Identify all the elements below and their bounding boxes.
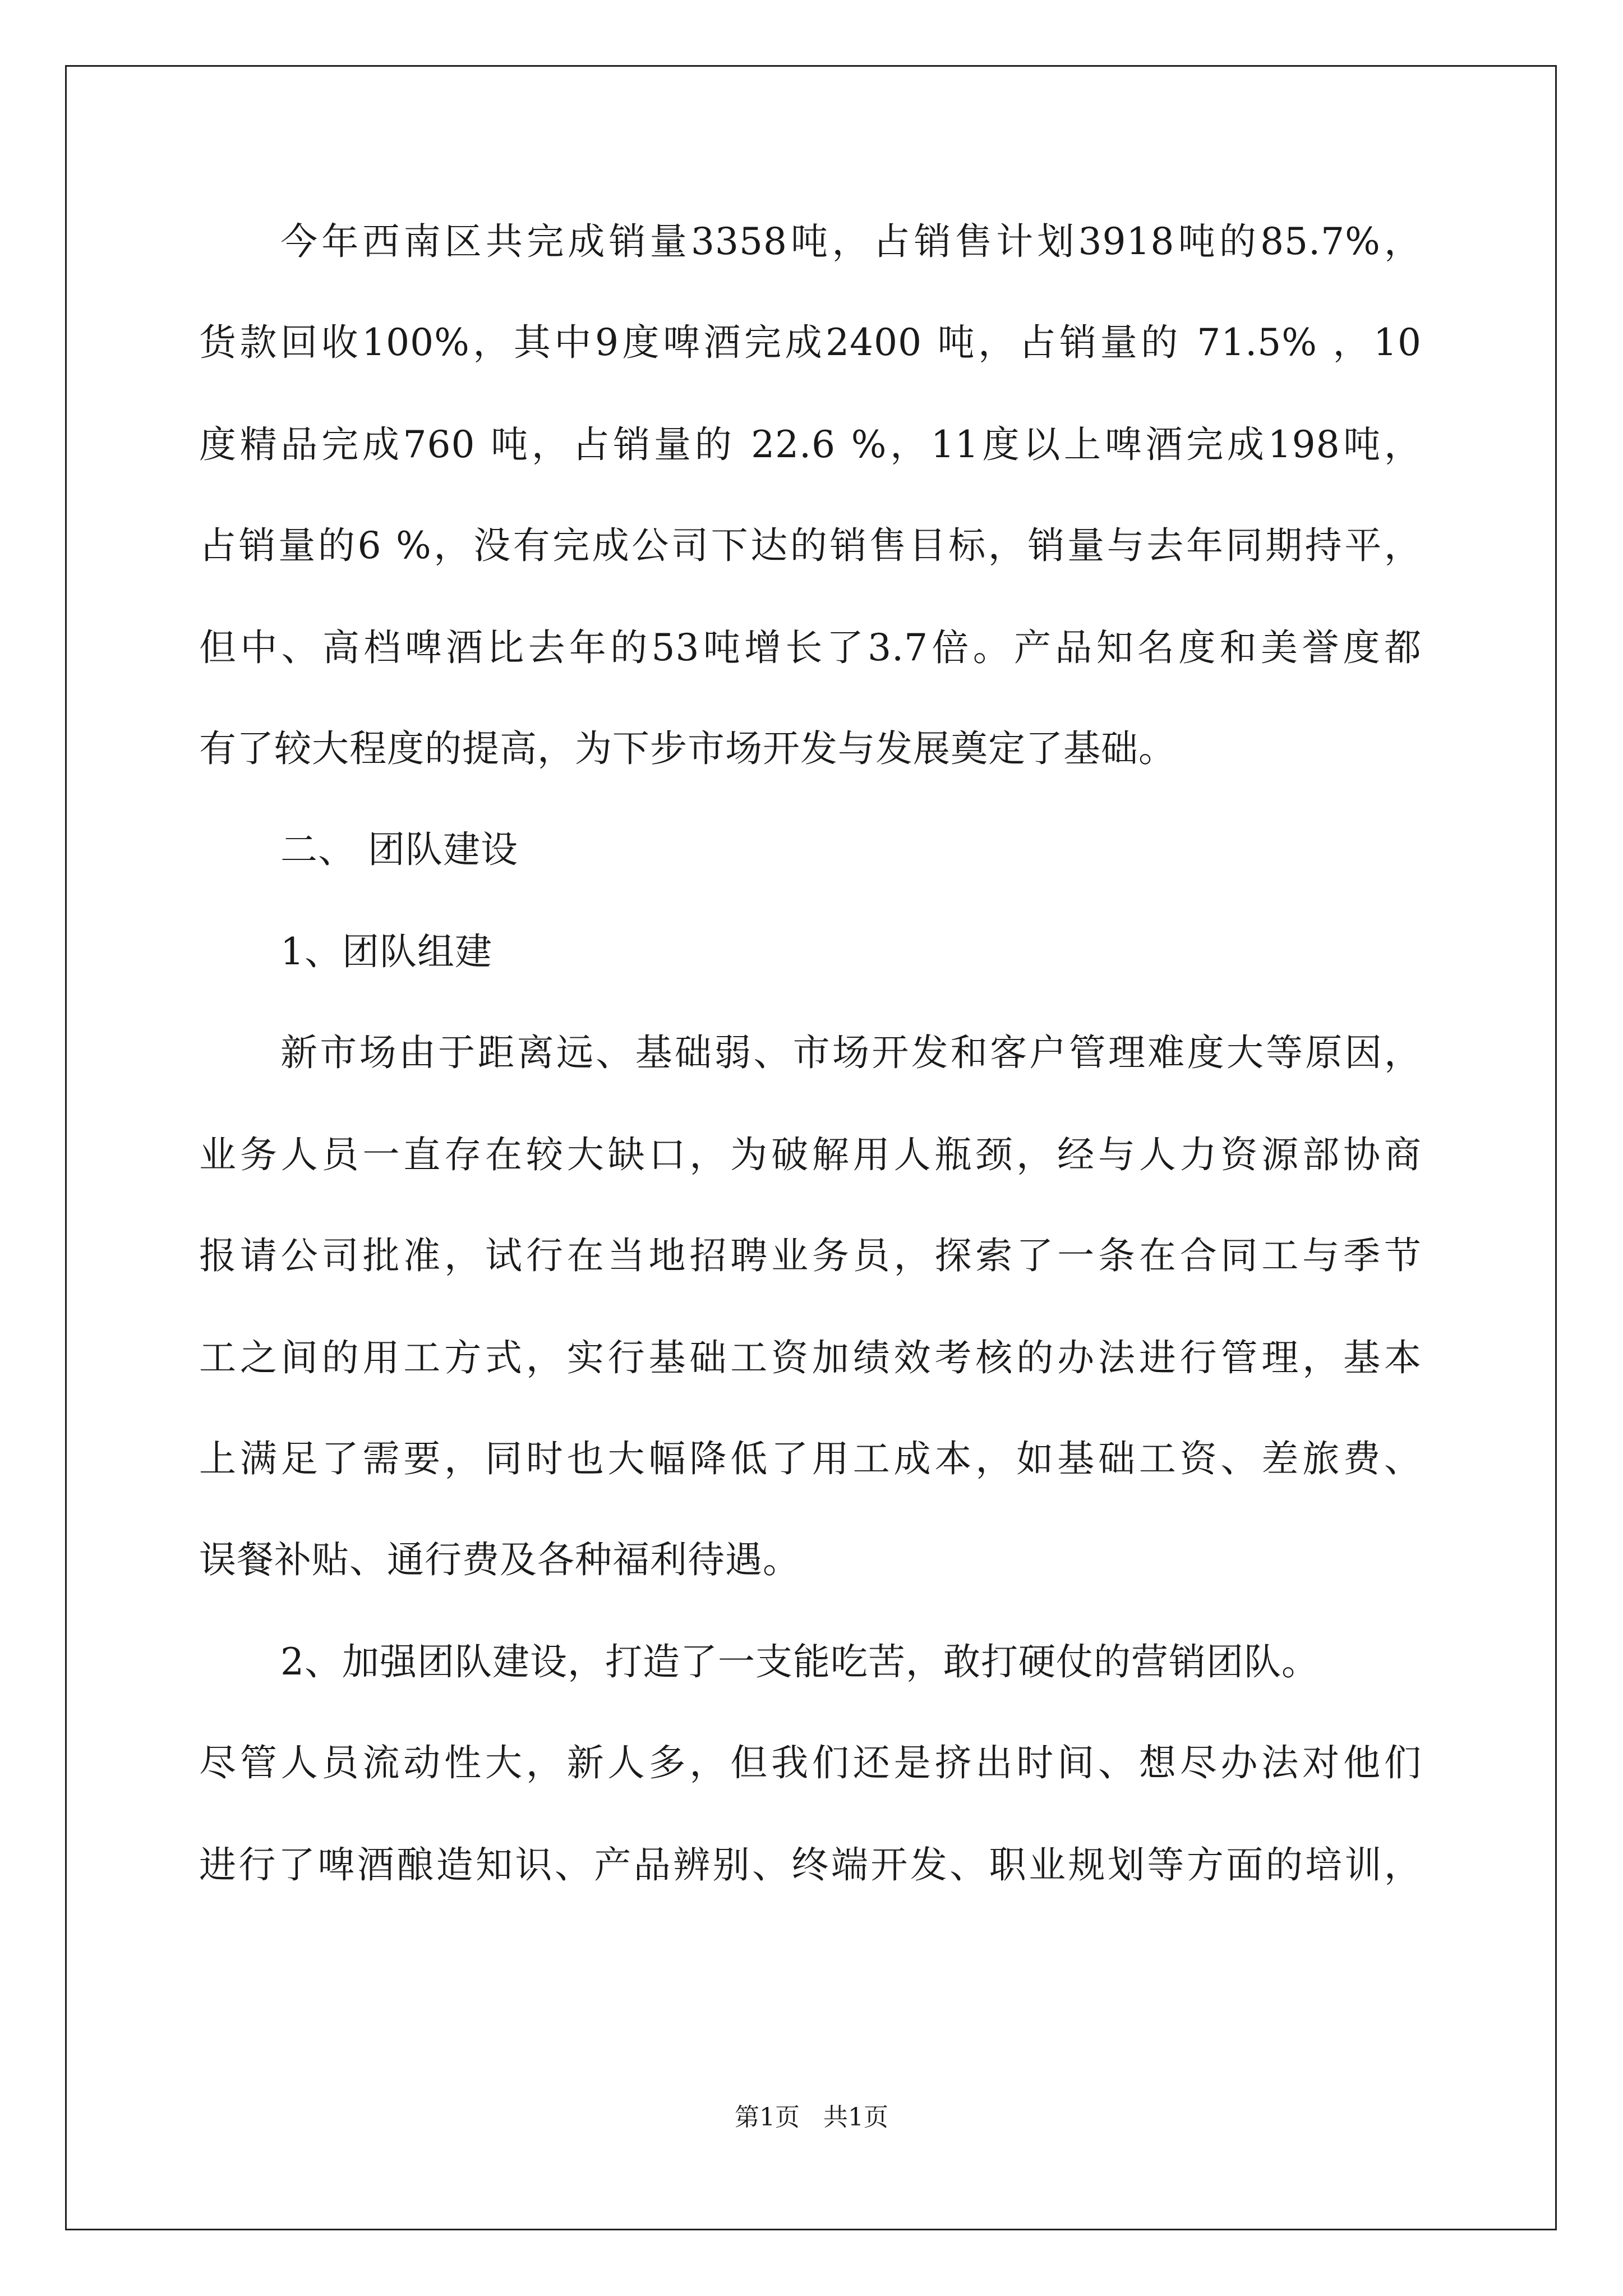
body-line-5: 但中、高档啤酒比去年的53吨增长了3.7倍。产品知名度和美誉度都	[199, 626, 1422, 669]
body-line-16: 尽管人员流动性大，新人多，但我们还是挤出时间、想尽办法对他们	[199, 1741, 1422, 1784]
page-footer: 第1页 共1页	[735, 2103, 888, 2132]
body-line-6: 有了较大程度的提高，为下步市场开发与发展奠定了基础。	[199, 727, 1176, 770]
body-line-9: 新市场由于距离远、基础弱、市场开发和客户管理难度大等原因，	[280, 1031, 1422, 1074]
body-line-13: 上满足了需要，同时也大幅降低了用工成本，如基础工资、差旅费、	[199, 1437, 1422, 1480]
body-line-3: 度精品完成760 吨，占销量的 22.6 %，11度以上啤酒完成198吨，	[199, 423, 1422, 466]
section-heading: 二、 团队建设	[280, 828, 518, 871]
body-line-1: 今年西南区共完成销量3358吨，占销售计划3918吨的85.7%，	[280, 220, 1422, 263]
body-line-15: 2、加强团队建设，打造了一支能吃苦，敢打硬仗的营销团队。	[280, 1640, 1319, 1683]
body-line-14: 误餐补贴、通行费及各种福利待遇。	[199, 1538, 800, 1581]
body-line-10: 业务人员一直存在较大缺口，为破解用人瓶颈，经与人力资源部协商	[199, 1133, 1422, 1176]
body-line-2: 货款回收100%，其中9度啤酒完成2400 吨，占销量的 71.5% ，10	[199, 321, 1422, 364]
subsection-heading: 1、团队组建	[280, 930, 492, 973]
body-line-4: 占销量的6 %，没有完成公司下达的销售目标，销量与去年同期持平，	[199, 524, 1422, 567]
body-line-17: 进行了啤酒酿造知识、产品辨别、终端开发、职业规划等方面的培训，	[199, 1843, 1422, 1887]
body-line-12: 工之间的用工方式，实行基础工资加绩效考核的办法进行管理，基本	[199, 1336, 1422, 1379]
body-line-11: 报请公司批准，试行在当地招聘业务员，探索了一条在合同工与季节	[199, 1234, 1422, 1277]
